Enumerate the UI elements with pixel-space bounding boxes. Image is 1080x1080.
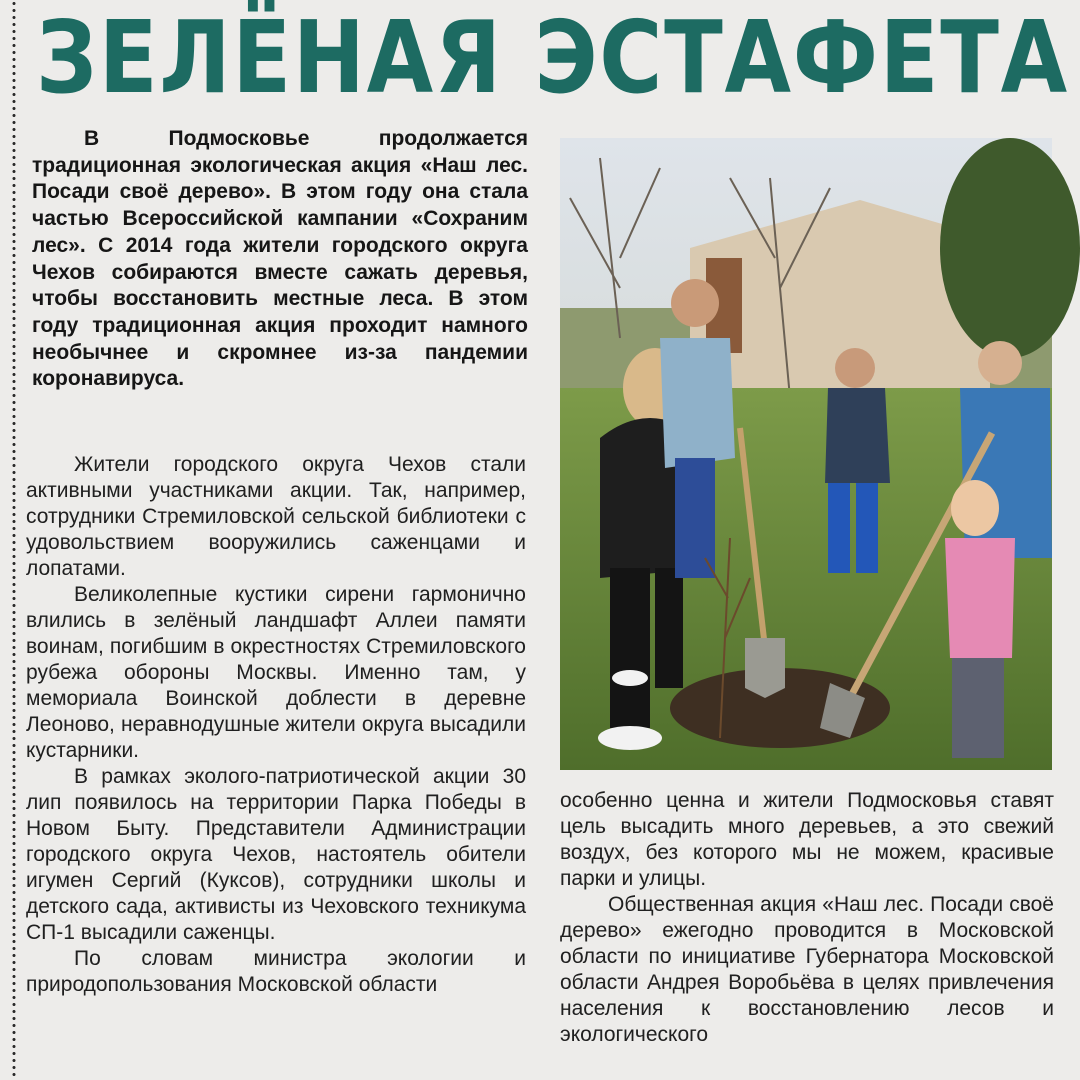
- right-column: [560, 788, 1054, 1080]
- body-paragraph-5: Общественная акция «Наш лес. Посади своё дерево» ежегодно проводится в Московской области по инициативе Губернатора Московской области Андрея Воробьёва в целях привлечения населения к восстановлению лесов и экологического: [560, 893, 1054, 1046]
- body-paragraph-continued: особенно ценна и жители Подмосковья ставят цель высадить много деревьев, а это свежий воздух, без которого мы не можем, красивые парки и улицы.: [560, 789, 1054, 890]
- dotted-divider: [12, 0, 16, 1080]
- article-headline: ЗЕЛЁНАЯ ЭСТАФЕТА: [36, 0, 1069, 116]
- body-paragraph-3: В рамках эколого-патриотической акции 30 лип появилось на территории Парка Победы в Новом Быту. Представители Администрации городского округа Чехов, настоятель обители игумен Сергий (Куксов), сотрудники школы и детского сада, активисты из Чеховского техникума СП-1 высадили саженцы.: [26, 765, 526, 944]
- article-lead: В Подмосковье продолжается традиционная экологическая акция «Наш лес. Посади своё дерево». В этом году она стала частью Всероссийской кампании «Сохраним лес». С 2014 года жители городского округа Чехов собираются вместе сажать деревья, чтобы восстановить местные леса. В этом году традиционная акция проходит намного необычнее и скромнее из-за пандемии коронавируса.: [32, 127, 528, 391]
- body-paragraph-4: По словам министра экологии и природопользования Московской области: [26, 947, 526, 996]
- body-paragraph-2: Великолепные кустики сирени гармонично влились в зелёный ландшафт Аллеи памяти воинам, погибшим в окрестностях Стремиловского рубежа обороны Москвы. Именно там, у мемориала Воинской доблести в деревне Леоново, неравнодушные жители округа высадили кустарники.: [26, 583, 526, 762]
- article-photo: [560, 138, 1052, 770]
- body-paragraph-1: Жители городского округа Чехов стали активными участниками акции. Так, например, сотрудники Стремиловской сельской библиотеки с удовольствием вооружились саженцами и лопатами.: [26, 453, 526, 580]
- left-column: [26, 452, 526, 1080]
- photo-illustration: [560, 138, 1052, 770]
